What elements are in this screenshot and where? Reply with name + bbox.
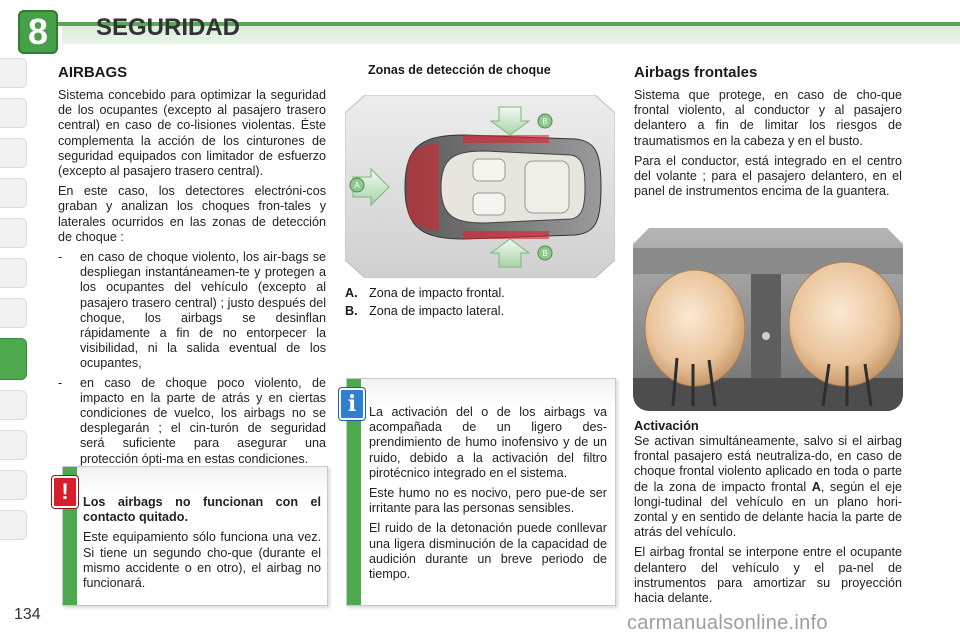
chapter-tab[interactable]	[0, 98, 27, 128]
chapter-tab-active[interactable]	[0, 338, 27, 380]
info-text	[369, 405, 607, 587]
detection-zones-figure	[345, 95, 615, 278]
legend-text: Zona de impacto frontal.	[369, 286, 505, 300]
warning-box	[62, 466, 328, 606]
activation-title: Activación	[634, 418, 699, 433]
info-paragraph: Este humo no es nocivo, pero pue-de ser irritante para las personas sensibles.	[369, 486, 607, 516]
info-box	[346, 378, 616, 606]
legend-item-b	[345, 304, 504, 318]
frontal-airbags-figure	[633, 228, 903, 411]
chapter-tab[interactable]	[0, 298, 27, 328]
chapter-tab[interactable]	[0, 258, 27, 288]
section-title-frontal-airbags: Airbags frontales	[634, 64, 758, 81]
detection-zones-title: Zonas de detección de choque	[368, 63, 551, 77]
bullet-marker: -	[58, 250, 63, 265]
airbags-body	[58, 88, 326, 471]
chapter-tabs	[0, 58, 30, 550]
chapter-tab[interactable]	[0, 178, 27, 208]
activation-paragraph: El airbag frontal se interpone entre el ocupante delantero del vehículo y el pa-nel de instrumentos para amortizar su proyección hacia delante.	[634, 545, 902, 606]
legend-key: A.	[345, 286, 358, 300]
legend-text: Zona de impacto lateral.	[369, 304, 505, 318]
chapter-tab[interactable]	[0, 390, 27, 420]
info-icon: i	[339, 388, 365, 420]
activation-text: , según el eje longi-tudinal del vehículo en un plano hori-zontal y en sentido de delante hacia la parte de atrás del vehículo.	[634, 479, 902, 540]
bullet-marker: -	[58, 375, 63, 390]
info-paragraph: El ruido de la detonación puede conllevar una ligera disminución de la capacidad de audición durante un breve periodo de tiempo.	[369, 521, 607, 582]
zone-label-b-top: B	[542, 117, 548, 126]
box-header-band	[77, 467, 327, 493]
activation-text: Se activan simultáneamente, salvo si el airbag frontal pasajero está neutraliza-do, en caso de choque frontal violento aplicado en toda o parte de la zona de impacto frontal	[634, 434, 902, 494]
activation-body	[634, 434, 902, 611]
frontal-airbags-body	[634, 88, 902, 204]
zone-reference: A	[811, 479, 821, 494]
info-paragraph: La activación del o de los airbags va acompañada de un ligero des-prendimiento de humo inofensivo y de un ruido, debido a la activación del filtro pirotécnico integrado en el sistema.	[369, 405, 607, 480]
warning-body: Este equipamiento sólo funciona una vez. Si tiene un segundo cho-que (durante el mismo accidente o en otro), el airbag no funcionará.	[83, 530, 321, 591]
legend-key: B.	[345, 304, 358, 318]
legend-item-a	[345, 286, 505, 300]
paragraph: Para el conductor, está integrado en el centro del volante ; para el pasajero delantero, en el panel de instrumentos encima de la guantera.	[634, 153, 902, 199]
zone-label-a: A	[354, 181, 360, 190]
bullet-text: en caso de choque poco violento, de impacto en la parte de atrás y en ciertas condiciones de vuelco, los airbags no se desplegarán ; el cin-turón de seguridad será suficiente para asegurar una protección ópti-ma en estas condiciones.	[80, 375, 326, 466]
chapter-tab[interactable]	[0, 510, 27, 540]
chapter-tab[interactable]	[0, 470, 27, 500]
bullet-text: en caso de choque violento, los air-bags se despliegan instantáneamen-te y protegen a los ocupantes del vehículo (excepto al pasajero trasero central) ; justo después del choque, los airbags se desinflan rápidamente a fin de no entorpecer la visibilidad, ni la salida eventual de los ocupantes,	[80, 250, 326, 371]
chapter-tab[interactable]	[0, 138, 27, 168]
warning-icon: !	[52, 476, 78, 508]
deployed-airbags-illustration	[633, 228, 903, 411]
car-top-view-illustration	[345, 95, 615, 278]
chapter-tab[interactable]	[0, 430, 27, 460]
watermark: carmanualsonline.info	[627, 612, 828, 634]
chapter-title: SEGURIDAD	[96, 14, 241, 41]
chapter-number-badge: 8	[18, 10, 58, 54]
list-item	[58, 250, 326, 372]
zone-label-b-bottom: B	[542, 249, 548, 258]
section-title-airbags: AIRBAGS	[58, 64, 128, 81]
box-header-band	[361, 379, 615, 405]
paragraph: Sistema concebido para optimizar la seguridad de los ocupantes (excepto al pasajero trasero central) en caso de co-lisiones violentas. Éste complementa la acción de los cinturones de seguridad equipados con limitador de esfuerzo (excepto al pasajero trasero central).	[58, 88, 326, 179]
page-number: 134	[14, 606, 41, 623]
chapter-tab[interactable]	[0, 218, 27, 248]
chapter-tab[interactable]	[0, 58, 27, 88]
paragraph: Sistema que protege, en caso de cho-que frontal violento, al conductor y al pasajero delantero a fin de limitar los riesgos de traumatismos en la cabeza y en el busto.	[634, 88, 902, 148]
list-item	[58, 376, 326, 467]
warning-text	[83, 495, 321, 596]
warning-title: Los airbags no funcionan con el contacto quitado.	[83, 495, 321, 525]
activation-paragraph	[634, 434, 902, 540]
paragraph: En este caso, los detectores electróni-cos graban y analizan los choques fron-tales y laterales ocurridos en las zonas de detección de choque :	[58, 184, 326, 244]
